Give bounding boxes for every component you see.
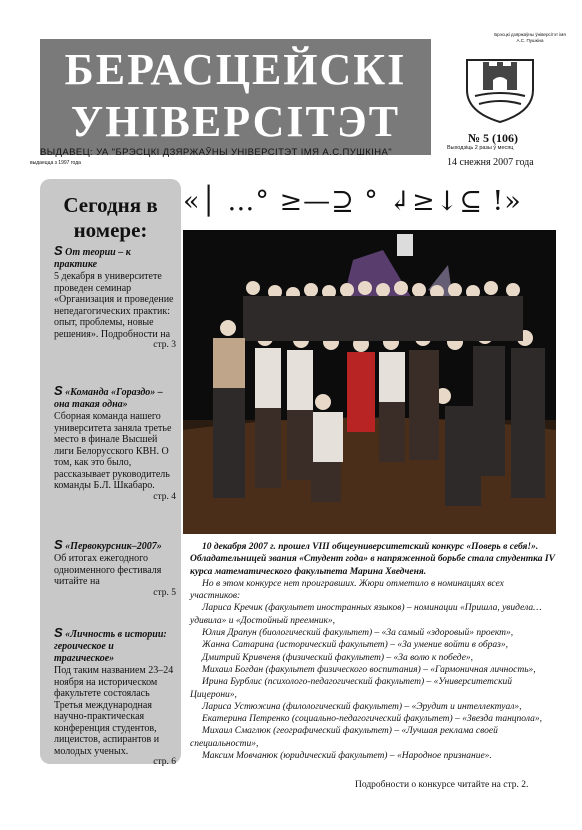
article-paragraph: Максим Мовчанюк (юридический факультет) – «Народное признание».	[202, 751, 492, 762]
today-in-issue-sidebar	[40, 179, 181, 767]
article-paragraph: Лариса Кречик (факультет иностранных языков) – номинации «Пришла, увидела… удивила» и «Достойный преемник»,	[190, 603, 542, 626]
sidebar-item-history-conference[interactable]	[54, 627, 176, 767]
sidebar-item-headline: S От теории – к практике	[54, 243, 131, 270]
slogan-headline: «│ …° ≥—⊇ ° ↲≥↓⊆ !»	[183, 186, 522, 217]
article-lead: 10 декабря 2007 г. прошел VIII общеуниверситетский конкурс «Поверь в себя!». Обладательницей звания «Студент года» в напряженной борьбе стала студентка IV курса математического факультета Марина Хведченя.	[190, 542, 555, 577]
article-paragraph: Ирина Бурблис (психолого-педагогический факультет) – «Университетский Цицерони»,	[190, 677, 513, 700]
article-paragraph: Юлия Драпун (биологический факультет) – «За самый «здоровый» проект»,	[202, 628, 514, 639]
sidebar-item-kvn-team[interactable]	[54, 385, 176, 502]
article-paragraph: Жанна Сатарина (исторический факультет) – «За умение войти в образ»,	[202, 640, 508, 651]
sidebar-item-body: Об итогах ежегодного одноименного фестиваля читайте на	[54, 553, 162, 587]
sidebar-heading: Сегодня в номере:	[63, 193, 158, 242]
article-paragraph: Михаил Богдан (факультет физического воспитания) – «Гармоничная личность»,	[202, 664, 536, 675]
issue-number: № 5 (106)	[468, 131, 519, 145]
sidebar-item-page: стр. 4	[153, 491, 176, 502]
article-paragraph: Михаил Смаглюк (географический факультет) – «Лучшая реклама своей специальности»,	[190, 726, 498, 749]
bullet-icon: S	[54, 625, 63, 640]
bullet-icon: S	[54, 383, 63, 398]
newspaper-title-line2: УНІВЕРСІТЭТ	[70, 97, 401, 146]
bullet-icon: S	[54, 537, 63, 552]
sidebar-item-body: Под таким названием 23–24 ноября на историческом факультете состоялась Третья международная научно-практическая конференция студентов, лицеистов, аспирантов и молодых ученых.	[54, 665, 174, 757]
article-paragraph: Дмитрий Кривченя (физический факультет) – «За волю к победе»,	[202, 652, 474, 663]
more-details-link[interactable]: Подробности о конкурсе читайте на стр. 2.	[355, 780, 529, 790]
sidebar-item-headline: S «Личность в истории: героическое и трагическое»	[54, 625, 167, 664]
newspaper-title-line1: БЕРАСЦЕЙСКІ	[64, 45, 407, 94]
group-photo	[183, 230, 556, 534]
masthead	[40, 39, 431, 155]
sidebar-item-theory-practice[interactable]	[54, 245, 176, 350]
article-paragraph: Лариса Устюжина (филологический факультет) – «Эрудит и интеллектуал»,	[202, 701, 522, 712]
publication-frequency: Выходзіць 2 разы ў месяц	[447, 145, 514, 151]
sidebar-item-body: Сборная команда нашего университета заняла третье место в финале Высшей лиги Белорусского КВН. О том, как это было, рассказывает руководитель команды Б.Л. Шкабаро.	[54, 411, 172, 491]
bullet-icon: S	[54, 243, 63, 258]
university-shield-emblem-icon	[455, 52, 545, 124]
issue-date: 14 снежня 2007 года	[447, 157, 534, 168]
article-paragraph: Екатерина Петренко (социально-педагогический факультет) – «Звезда танцпола»,	[202, 714, 542, 725]
sidebar-item-headline: S «Команда «Гораздо» – она такая одна»	[54, 383, 163, 410]
article-caption	[190, 541, 556, 762]
sidebar-item-page: стр. 3	[153, 340, 176, 350]
article-paragraph: Но в этом конкурсе нет проигравших. Жюри отметило в номинациях всех участников:	[190, 578, 504, 602]
sidebar-item-body: 5 декабря в университете проведен семинар «Организация и проведение непедагогических практик: опыт, проблемы, новые решения». Подробности на	[54, 271, 174, 340]
since-year: выдаецца з 1997 года	[30, 160, 81, 166]
sidebar-item-page: стр. 5	[153, 587, 176, 598]
emblem-caption: Брэсцкі дзяржаўны ўніверсітэт імя А.С. Пушкіна	[494, 32, 566, 43]
sidebar-item-headline: S «Первокурсник–2007»	[54, 537, 162, 552]
sidebar-item-freshman[interactable]	[54, 539, 176, 598]
sidebar-item-page: стр. 6	[153, 757, 176, 767]
publisher-line: ВЫДАВЕЦ: УА "БРЭСЦКІ ДЗЯРЖАЎНЫ УНІВЕРСІТЭТ ІМЯ А.С.ПУШКІНА"	[40, 147, 393, 158]
